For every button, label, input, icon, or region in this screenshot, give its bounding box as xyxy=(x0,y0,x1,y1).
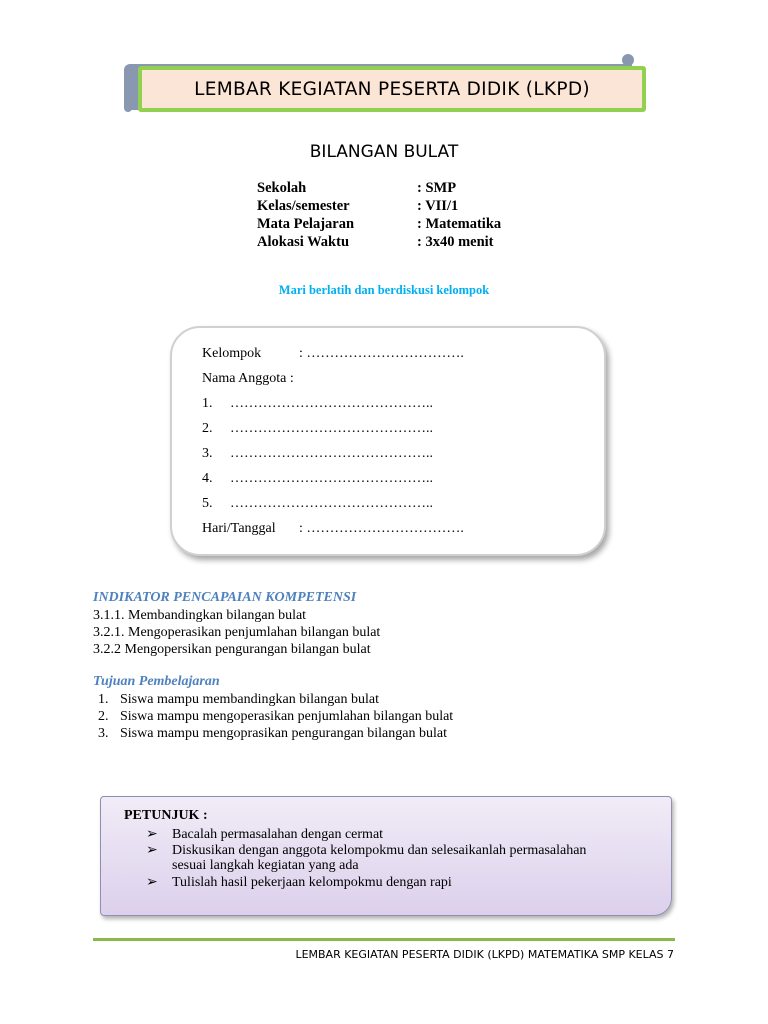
member-line xyxy=(202,396,433,412)
member-line xyxy=(202,421,433,437)
petunjuk-text: Bacalah permasalahan dengan cermat xyxy=(172,827,384,842)
petunjuk-item xyxy=(146,826,383,843)
info-label: Mata Pelajaran xyxy=(257,216,355,232)
member-field[interactable]: …………………………………….. xyxy=(230,496,433,511)
banner-scroll-left-end xyxy=(124,72,132,112)
subtitle: BILANGAN BULAT xyxy=(309,142,459,162)
member-number: 5. xyxy=(202,496,213,511)
petunjuk-text: Diskusikan dengan anggota kelompokmu dan selesaikanlah permasalahan xyxy=(172,843,587,858)
member-field[interactable]: …………………………………….. xyxy=(230,446,433,461)
petunjuk-box xyxy=(100,796,672,916)
group-form-box xyxy=(170,326,606,556)
info-value: : SMP xyxy=(417,180,457,196)
indikator-item: 3.2.2 Mengopersikan pengurangan bilangan bulat xyxy=(93,642,371,657)
indikator-item: 3.2.1. Mengoperasikan penjumlahan bilangan bulat xyxy=(93,625,381,640)
member-field[interactable]: …………………………………….. xyxy=(230,421,433,436)
tujuan-text: Siswa mampu membandingkan bilangan bulat xyxy=(120,692,379,707)
footer-text: LEMBAR KEGIATAN PESERTA DIDIK (LKPD) MATEMATIKA SMP KELAS 7 xyxy=(295,948,674,961)
info-value: : Matematika xyxy=(417,216,502,232)
member-number: 4. xyxy=(202,471,213,486)
tujuan-heading: Tujuan Pembelajaran xyxy=(93,674,220,689)
tanggal-label: Hari/Tanggal xyxy=(202,521,276,536)
indikator-heading: INDIKATOR PENCAPAIAN KOMPETENSI xyxy=(93,590,357,605)
member-line xyxy=(202,446,433,462)
tujuan-item xyxy=(98,726,447,742)
kelompok-label: Kelompok xyxy=(202,346,262,361)
arrow-bullet-icon: ➢ xyxy=(146,843,158,858)
info-value: : 3x40 menit xyxy=(417,234,494,250)
info-row xyxy=(257,233,501,251)
header-banner xyxy=(124,58,646,114)
tujuan-text: Siswa mampu mengoprasikan pengurangan bilangan bulat xyxy=(120,726,447,741)
kelompok-line xyxy=(202,346,464,362)
member-field[interactable]: …………………………………….. xyxy=(230,471,433,486)
tujuan-number: 2. xyxy=(98,709,109,724)
info-row xyxy=(257,215,501,233)
info-row xyxy=(257,197,501,215)
info-label: Sekolah xyxy=(257,180,307,196)
indikator-item: 3.1.1. Membandingkan bilangan bulat xyxy=(93,608,307,623)
member-field[interactable]: …………………………………….. xyxy=(230,396,433,411)
info-value: : VII/1 xyxy=(417,198,459,214)
kelompok-field[interactable]: : ……………………………. xyxy=(299,346,464,361)
tujuan-number: 3. xyxy=(98,726,109,741)
footer-divider xyxy=(93,938,675,941)
petunjuk-text: Tulislah hasil pekerjaan kelompokmu dengan rapi xyxy=(172,875,452,890)
info-label: Alokasi Waktu xyxy=(257,234,350,250)
info-label: Kelas/semester xyxy=(257,198,350,214)
tujuan-number: 1. xyxy=(98,692,109,707)
arrow-bullet-icon: ➢ xyxy=(146,875,158,890)
petunjuk-item xyxy=(146,842,586,859)
member-number: 1. xyxy=(202,396,213,411)
member-number: 2. xyxy=(202,421,213,436)
member-line xyxy=(202,471,433,487)
member-line xyxy=(202,496,433,512)
tanggal-field[interactable]: : ……………………………. xyxy=(299,521,464,536)
info-table xyxy=(257,179,501,251)
info-row xyxy=(257,179,501,197)
member-number: 3. xyxy=(202,446,213,461)
petunjuk-text-continuation: sesuai langkah kegiatan yang ada xyxy=(172,858,359,873)
arrow-bullet-icon: ➢ xyxy=(146,827,158,842)
tujuan-item xyxy=(98,692,379,708)
invite-text: Mari berlatih dan berdiskusi kelompok xyxy=(278,283,490,297)
banner-scroll-dot xyxy=(622,54,634,66)
tujuan-item xyxy=(98,709,453,725)
tanggal-line xyxy=(202,521,464,537)
page-title: LEMBAR KEGIATAN PESERTA DIDIK (LKPD) xyxy=(138,66,646,112)
petunjuk-item xyxy=(146,874,452,891)
tujuan-text: Siswa mampu mengoperasikan penjumlahan bilangan bulat xyxy=(120,709,454,724)
petunjuk-title: PETUNJUK : xyxy=(124,808,208,823)
anggota-label: Nama Anggota : xyxy=(202,371,294,386)
